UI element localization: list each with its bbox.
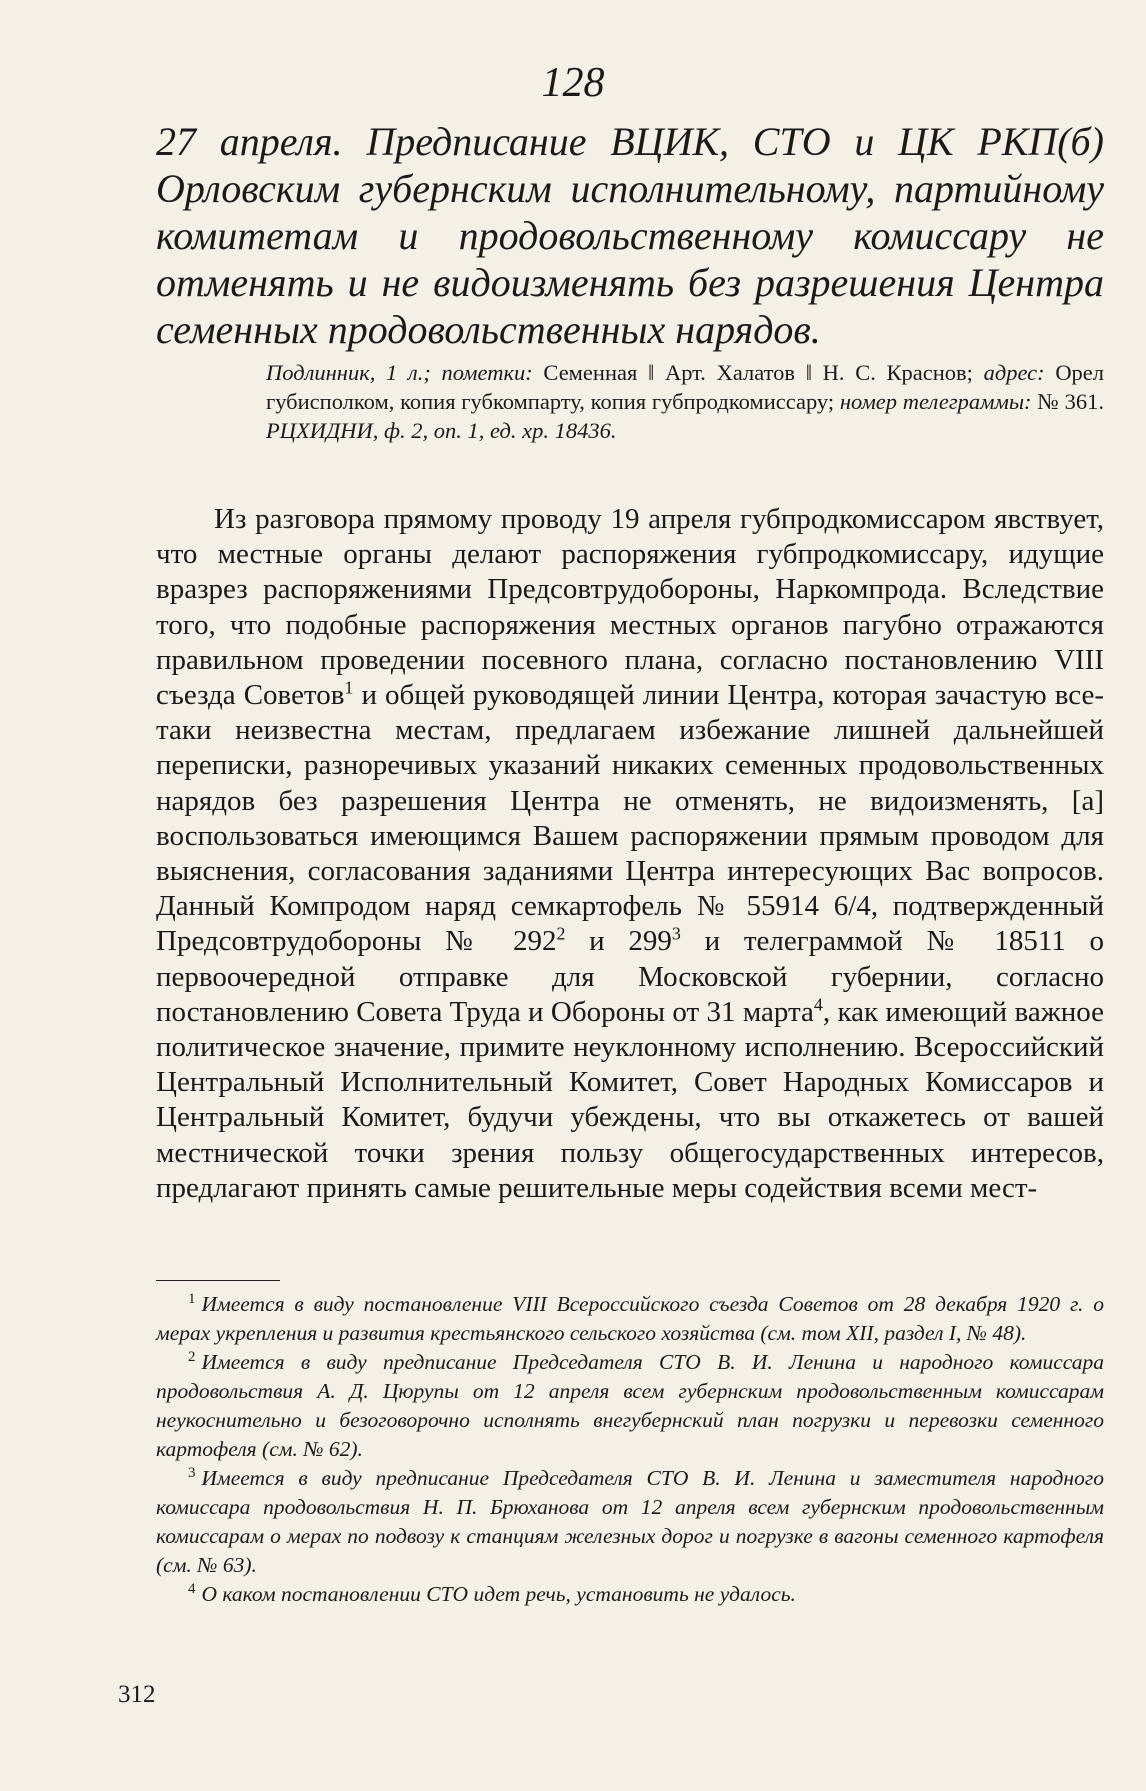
document-body bbox=[156, 502, 1104, 1206]
footnote-ref-4: 4 bbox=[813, 994, 823, 1015]
source-label-telegram: номер телеграммы: bbox=[839, 389, 1032, 414]
source-note bbox=[266, 358, 1104, 445]
footnote: $^1$ Имеется в виду постановление VIII Всероссийского съезда Советов от 28 декабря 1920 г. о мерах укрепления и развития крестьянского сельского хозяйства (см. том XII, раздел I, № 48). bbox=[156, 1290, 1104, 1345]
source-archive: РЦХИДНИ, ф. 2, оп. 1, ед. хр. 18436. bbox=[266, 418, 617, 443]
footnotes bbox=[156, 1290, 1104, 1609]
source-label-original: Подлинник, 1 л.; пометки: bbox=[266, 360, 533, 385]
footnote-ref-1: 1 bbox=[344, 677, 354, 698]
document-heading: 27 апреля. Предписание ВЦИК, СТО и ЦК РКП(б) Орловским губернским исполнительному, партийному комитетам и продовольственному комиссару не отменять и не видоизменять без разрешения Центра семенных продовольственных нарядов. bbox=[156, 119, 1104, 352]
footnote-divider bbox=[156, 1280, 280, 1281]
source-marks: Семенная ‖ Арт. Халатов ‖ Н. С. Краснов; bbox=[543, 360, 973, 385]
document-number: 128 bbox=[541, 60, 605, 106]
footnote-ref-3: 3 bbox=[671, 923, 681, 944]
footnote: $^3$ Имеется в виду предписание Председателя СТО В. И. Ленина и заместителя народного комиссара продовольствия Н. П. Брюханова от 12 апреля всем губернским продовольственным комиссарам о мерах по подвозу к станциям железных дорог и погрузке в вагоны семенного картофеля (см. № 63). bbox=[156, 1464, 1104, 1577]
page-number: 312 bbox=[118, 1681, 156, 1708]
source-telegram: № 361. bbox=[1037, 389, 1105, 414]
footnote-ref-2: 2 bbox=[556, 923, 566, 944]
footnote: $^2$ Имеется в виду предписание Председателя СТО В. И. Ленина и народного комиссара продовольствия А. Д. Цюрупы от 12 апреля всем губернским продовольственным комиссарам неукоснительно и безоговорочно исполнять внегубернский план погрузки и перевозки семенного картофеля (см. № 62). bbox=[156, 1348, 1104, 1461]
body-paragraph: Из разговора прямому проводу 19 апреля губпродкомиссаром явствует, что местные органы делают распоряжения губпродкомиссару, идущие вразрез распоряжениями Предсовтрудобороны, Наркомпрода. Вследствие того, что подобные распоряжения местных органов пагубно отражаются правильном проведении посевного плана, согласно постановлению VIII съезда Советов$^1$ и общей руководящей линии Центра, которая зачастую все-таки неизвестна местам, предлагаем избежание лишней дальнейшей переписки, разноречивых указаний никаких семенных продовольственных нарядов без разрешения Центра не отменять, не видоизменять, [а] воспользоваться имеющимся Вашем распоряжении прямым проводом для выяснения, согласования заданиями Центра интересующих Вас вопросов. Данный Компродом наряд семкартофель № 55914 6/4, подтвержденный Предсовтрудобороны № $292^2$ и $299^3$ и телеграммой № 18511 о первоочередной отправке для Московской губернии, согласно постановлению Совета Труда и Обороны от 31 марта$^4$, как имеющий важное политическое значение, примите неуклонному исполнению. Всероссийский Центральный Исполнительный Комитет, Совет Народных Комиссаров и Центральный Комитет, будучи убеждены, что вы откажетесь от вашей местнической точки зрения пользу общегосударственных интересов, предлагают принять самые решительные меры содействия всеми мест- bbox=[156, 503, 1104, 1204]
footnote: $^4$ О каком постановлении СТО идет речь, установить не удалось. bbox=[188, 1580, 796, 1606]
source-label-address: адрес: bbox=[983, 360, 1045, 385]
source-address: Орел губисполком, копия губкомпарту, копия губпродкомиссару; bbox=[266, 360, 1105, 414]
